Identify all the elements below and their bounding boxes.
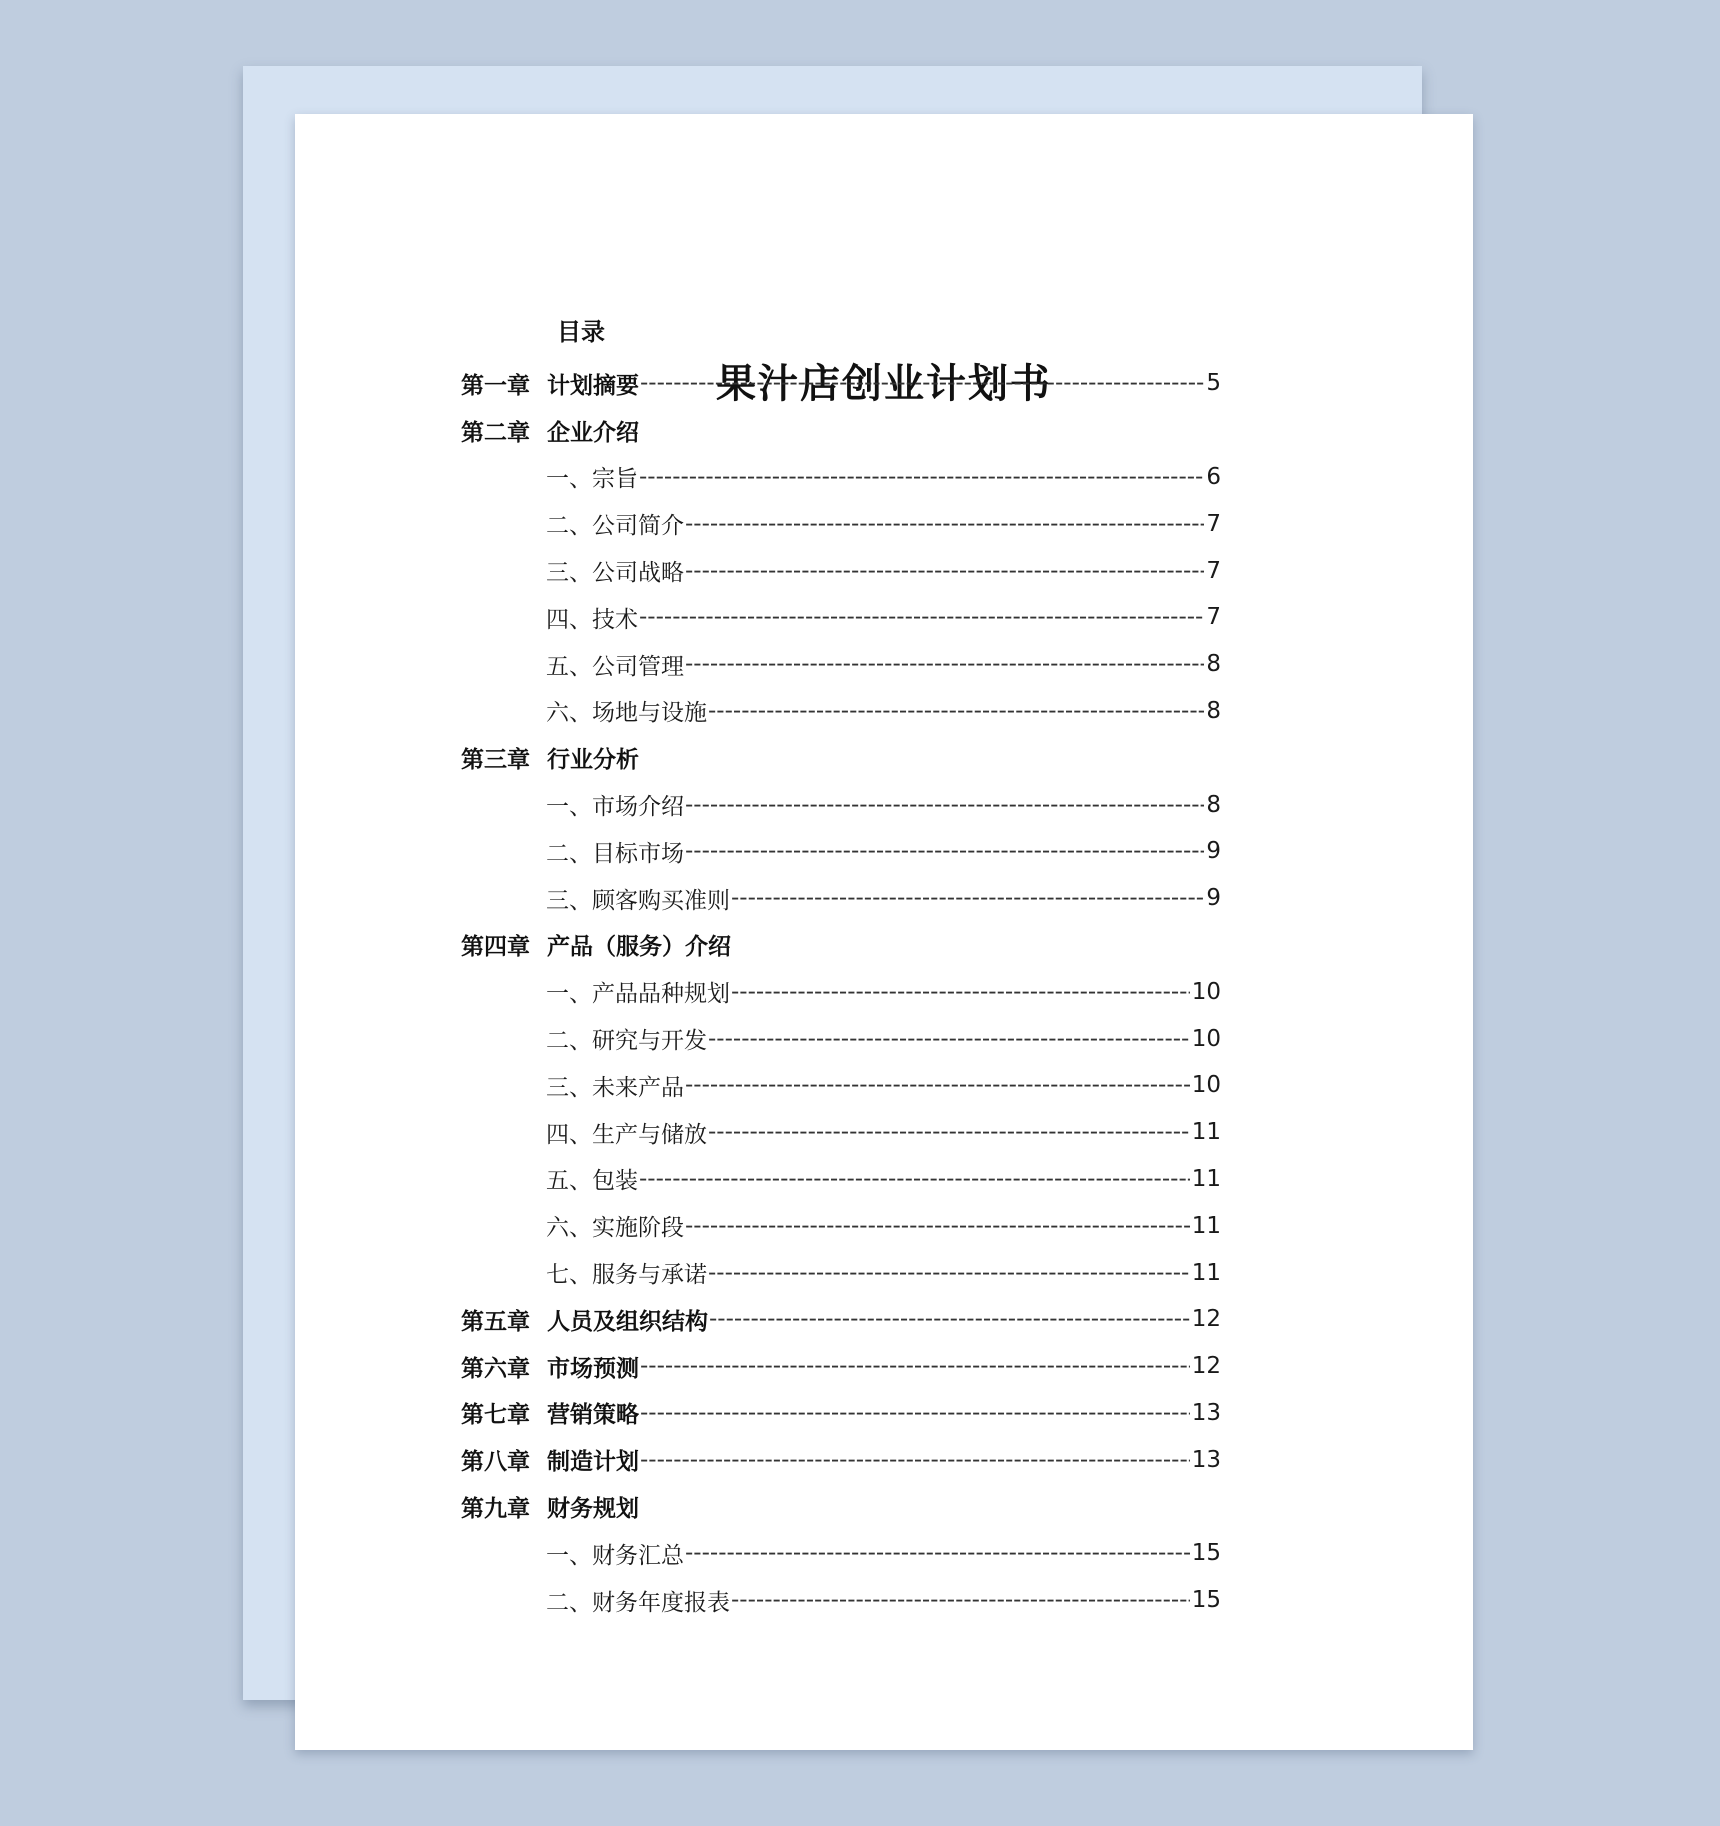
toc-page-number: 8 bbox=[1206, 651, 1221, 678]
toc-section-row[interactable] bbox=[461, 688, 1221, 735]
toc-chapter-number: 第五章 bbox=[461, 1308, 530, 1335]
toc-section-row[interactable] bbox=[461, 1062, 1221, 1109]
toc-chapter-row[interactable] bbox=[461, 360, 1221, 407]
toc-page-number: 11 bbox=[1191, 1119, 1221, 1146]
toc-dot-leader bbox=[684, 1540, 1190, 1566]
toc-section-row[interactable] bbox=[461, 875, 1221, 922]
toc-chapter-number: 第三章 bbox=[461, 747, 530, 774]
toc-page-number: 8 bbox=[1206, 791, 1221, 818]
toc-dot-leader bbox=[707, 1260, 1190, 1286]
toc-section-row[interactable] bbox=[461, 641, 1221, 688]
toc-page-number: 13 bbox=[1191, 1399, 1221, 1426]
toc-chapter-number: 第一章 bbox=[461, 372, 530, 399]
toc-chapter-row[interactable] bbox=[461, 1343, 1221, 1390]
toc-entry-label: 产品（服务）介绍 bbox=[547, 934, 731, 961]
toc-chapter-number: 第二章 bbox=[461, 419, 530, 446]
toc-chapter-number: 第六章 bbox=[461, 1355, 530, 1382]
toc-chapter-number: 第九章 bbox=[461, 1496, 530, 1523]
toc-page-number: 11 bbox=[1191, 1165, 1221, 1192]
toc-entry-label: 三、顾客购买准则 bbox=[546, 887, 730, 914]
toc-entry-label: 二、研究与开发 bbox=[546, 1028, 707, 1055]
toc-entry-label: 制造计划 bbox=[547, 1449, 639, 1476]
toc-chapter-row[interactable] bbox=[461, 922, 1221, 969]
toc-dot-leader bbox=[639, 1400, 1190, 1426]
toc-entry-label: 一、产品品种规划 bbox=[546, 981, 730, 1008]
toc-page-number: 15 bbox=[1191, 1540, 1221, 1567]
toc-dot-leader bbox=[684, 558, 1204, 584]
toc-page-number: 12 bbox=[1191, 1306, 1221, 1333]
toc-section-row[interactable] bbox=[461, 1156, 1221, 1203]
toc-page-number: 10 bbox=[1191, 978, 1221, 1005]
toc-dot-leader bbox=[730, 979, 1190, 1005]
toc-section-row[interactable] bbox=[461, 781, 1221, 828]
toc-entry-label: 三、未来产品 bbox=[546, 1074, 684, 1101]
toc-entry-label: 人员及组织结构 bbox=[547, 1308, 708, 1335]
toc-entry-label: 市场预测 bbox=[547, 1355, 639, 1382]
toc-entry-label: 四、生产与储放 bbox=[546, 1121, 707, 1148]
toc-page-number: 13 bbox=[1191, 1446, 1221, 1473]
toc-section-row[interactable] bbox=[461, 594, 1221, 641]
toc-heading: 目录 bbox=[557, 318, 605, 346]
toc-dot-leader bbox=[684, 1072, 1190, 1098]
table-of-contents bbox=[461, 360, 1221, 1624]
toc-entry-label: 一、宗旨 bbox=[546, 466, 638, 493]
toc-page-number: 7 bbox=[1206, 604, 1221, 631]
toc-dot-leader bbox=[684, 651, 1204, 677]
toc-chapter-row[interactable] bbox=[461, 407, 1221, 454]
toc-dot-leader bbox=[684, 1213, 1190, 1239]
toc-chapter-row[interactable] bbox=[461, 1436, 1221, 1483]
toc-chapter-row[interactable] bbox=[461, 734, 1221, 781]
toc-dot-leader bbox=[730, 885, 1204, 911]
toc-dot-leader bbox=[639, 370, 1204, 396]
toc-entry-label: 四、技术 bbox=[546, 606, 638, 633]
toc-entry-label: 财务规划 bbox=[547, 1496, 639, 1523]
toc-section-row[interactable] bbox=[461, 500, 1221, 547]
toc-dot-leader bbox=[707, 1026, 1190, 1052]
toc-dot-leader bbox=[707, 698, 1204, 724]
toc-chapter-row[interactable] bbox=[461, 1390, 1221, 1437]
toc-chapter-row[interactable] bbox=[461, 1296, 1221, 1343]
toc-page-number: 11 bbox=[1191, 1259, 1221, 1286]
toc-entry-label: 六、场地与设施 bbox=[546, 700, 707, 727]
toc-page-number: 7 bbox=[1206, 557, 1221, 584]
document-page bbox=[295, 114, 1473, 1750]
toc-section-row[interactable] bbox=[461, 1530, 1221, 1577]
toc-dot-leader bbox=[638, 1166, 1190, 1192]
toc-section-row[interactable] bbox=[461, 1577, 1221, 1624]
toc-entry-label: 企业介绍 bbox=[547, 419, 639, 446]
toc-chapter-number: 第八章 bbox=[461, 1449, 530, 1476]
toc-dot-leader bbox=[707, 1119, 1190, 1145]
toc-section-row[interactable] bbox=[461, 1202, 1221, 1249]
document-title: 果汁店创业计划书 bbox=[716, 361, 1052, 407]
toc-entry-label: 一、财务汇总 bbox=[546, 1542, 684, 1569]
toc-entry-label: 五、包装 bbox=[546, 1168, 638, 1195]
toc-entry-label: 二、公司简介 bbox=[546, 513, 684, 540]
toc-page-number: 8 bbox=[1206, 697, 1221, 724]
toc-page-number: 15 bbox=[1191, 1587, 1221, 1614]
toc-entry-label: 六、实施阶段 bbox=[546, 1215, 684, 1242]
toc-dot-leader bbox=[639, 1353, 1190, 1379]
toc-section-row[interactable] bbox=[461, 1109, 1221, 1156]
toc-page-number: 10 bbox=[1191, 1025, 1221, 1052]
toc-dot-leader bbox=[684, 511, 1204, 537]
toc-dot-leader bbox=[638, 604, 1204, 630]
toc-page-number: 10 bbox=[1191, 1072, 1221, 1099]
toc-section-row[interactable] bbox=[461, 828, 1221, 875]
toc-page-number: 11 bbox=[1191, 1212, 1221, 1239]
toc-dot-leader bbox=[638, 464, 1204, 490]
toc-page-number: 6 bbox=[1206, 463, 1221, 490]
toc-dot-leader bbox=[730, 1587, 1190, 1613]
toc-page-number: 9 bbox=[1206, 838, 1221, 865]
toc-dot-leader bbox=[684, 838, 1204, 864]
toc-section-row[interactable] bbox=[461, 547, 1221, 594]
toc-section-row[interactable] bbox=[461, 1249, 1221, 1296]
toc-entry-label: 二、目标市场 bbox=[546, 840, 684, 867]
toc-entry-label: 行业分析 bbox=[547, 747, 639, 774]
toc-entry-label: 三、公司战略 bbox=[546, 560, 684, 587]
toc-chapter-number: 第七章 bbox=[461, 1402, 530, 1429]
toc-section-row[interactable] bbox=[461, 1015, 1221, 1062]
toc-chapter-number: 第四章 bbox=[461, 934, 530, 961]
toc-section-row[interactable] bbox=[461, 454, 1221, 501]
toc-entry-label: 营销策略 bbox=[547, 1402, 639, 1429]
toc-dot-leader bbox=[708, 1306, 1190, 1332]
toc-entry-label: 五、公司管理 bbox=[546, 653, 684, 680]
toc-page-number: 12 bbox=[1191, 1353, 1221, 1380]
toc-entry-label: 二、财务年度报表 bbox=[546, 1589, 730, 1616]
toc-page-number: 9 bbox=[1206, 885, 1221, 912]
toc-entry-label: 七、服务与承诺 bbox=[546, 1262, 707, 1289]
toc-section-row[interactable] bbox=[461, 968, 1221, 1015]
toc-entry-label: 计划摘要 bbox=[547, 372, 639, 399]
toc-page-number: 5 bbox=[1206, 370, 1221, 397]
toc-dot-leader bbox=[639, 1447, 1190, 1473]
toc-page-number: 7 bbox=[1206, 510, 1221, 537]
toc-entry-label: 一、市场介绍 bbox=[546, 794, 684, 821]
toc-dot-leader bbox=[684, 792, 1204, 818]
toc-chapter-row[interactable] bbox=[461, 1483, 1221, 1530]
